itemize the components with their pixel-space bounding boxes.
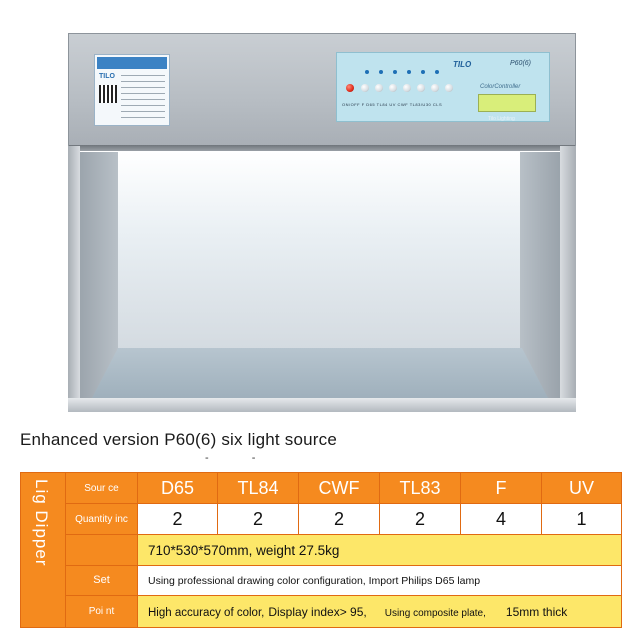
booth-back-wall [118,152,520,348]
quantity-cell: 2 [298,504,379,534]
lamp-button [417,84,425,92]
point-display-index: Display index> 95, [268,604,367,619]
control-model: P60(6) [510,60,532,67]
quantity-header: Quantity inc [65,504,137,534]
control-subtitle: ColorController [480,84,521,90]
lamp-button [361,84,369,92]
size-text: 710*530*570mm, weight 27.5kg [137,535,621,565]
control-display [478,94,536,112]
company-label-sticker [94,54,170,126]
side-label: Lig Dipper [32,479,51,567]
quantity-row [65,504,621,534]
frame-right [560,146,576,412]
set-row [65,566,621,595]
quantity-cell: 2 [379,504,460,534]
light-source-cell: F [460,473,541,503]
size-header [65,535,137,565]
point-header: Poi nt [65,596,137,627]
indicator-led [421,70,425,74]
size-row [65,535,621,565]
button-labels: ON/OFF F D65 TL84 UV CWF TL83/U30 CLS [342,102,443,107]
lamp-button [389,84,397,92]
quantity-cell: 2 [137,504,217,534]
quantity-cell: 2 [217,504,298,534]
lamp-button [375,84,383,92]
sticker-logo: TILO [99,73,115,80]
sticker-text-lines [121,75,165,119]
point-row [65,596,621,627]
sticker-header-bar [97,57,167,69]
frame-bottom [68,398,576,412]
power-button [346,84,354,92]
indicator-led [379,70,383,74]
point-text [137,596,621,627]
lamp-button [403,84,411,92]
brand-tagline: Tilo Lighting [488,116,515,122]
control-brand: TILO [453,60,472,69]
light-source-cell: TL83 [379,473,460,503]
source-header: Sour ce [65,473,137,503]
booth-floor [92,348,548,398]
indicator-led [435,70,439,74]
set-header: Set [65,566,137,595]
caption-dashes: - - [205,452,276,464]
light-source-cell: UV [541,473,621,503]
product-title: Enhanced version P60(6) six light source [20,430,337,449]
side-label-column [21,473,65,627]
set-text: Using professional drawing color configuration, Import Philips D65 lamp [137,566,621,595]
qr-code-icon [99,85,117,103]
light-source-cell: TL84 [217,473,298,503]
light-source-cell: D65 [137,473,217,503]
indicator-led [393,70,397,74]
frame-left [68,146,80,412]
spec-table [20,472,622,628]
lamp-button [431,84,439,92]
light-source-row [65,473,621,503]
quantity-cell: 1 [541,504,621,534]
indicator-led [407,70,411,74]
point-accuracy: High accuracy of color, [148,606,265,619]
quantity-cell: 4 [460,504,541,534]
lamp-button [445,84,453,92]
light-source-cell: CWF [298,473,379,503]
point-composite-plate: Using composite plate, [384,607,486,619]
point-thickness: 15mm thick [505,604,568,619]
indicator-led [365,70,369,74]
